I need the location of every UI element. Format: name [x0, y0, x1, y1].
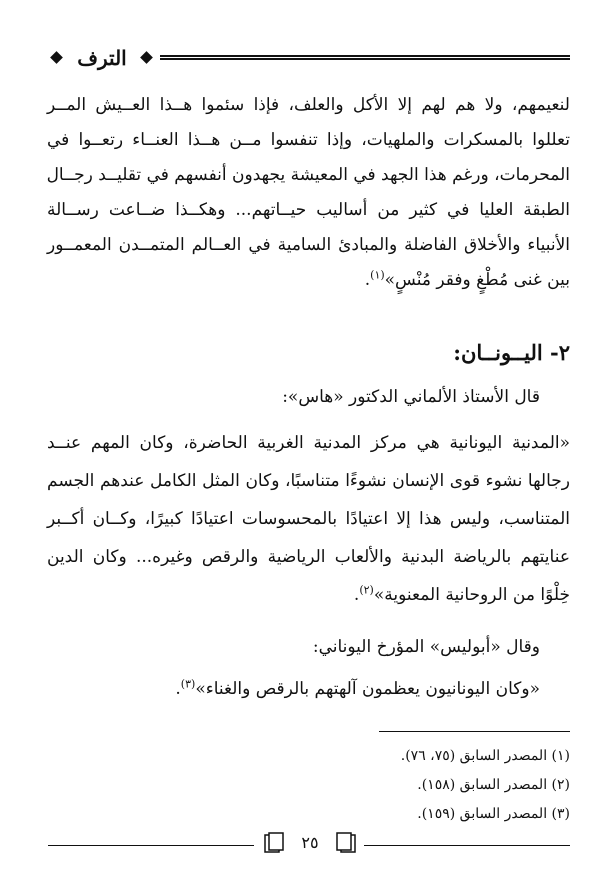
text-line: الطبقة العليا في كثير من أساليب حيــاتهم... وهكــذا ضــاعت رســالة — [47, 200, 570, 220]
text-line: رجالها نشوء قوى الإنسان نشوءًا متناسبًا، وكان المثل الكامل عندهم الجسم — [47, 471, 570, 491]
footnote: (٢) المصدر السابق (١٥٨). — [417, 777, 570, 793]
text-line: لنعيمهم، ولا هم لهم إلا الأكل والعلف، فإذا سئموا هــذا العــيش المــر — [47, 95, 570, 115]
text-line-content: «وكان اليونانيون يعظمون آلهتهم بالرقص والغناء» — [195, 679, 540, 699]
page-number: ٢٥ — [301, 833, 319, 852]
text-line: «وكان اليونانيون يعظمون آلهتهم بالرقص والغناء»$^{(٣)}$. — [175, 677, 540, 699]
book-ornament-icon — [334, 831, 358, 855]
text-line: وقال «أبوليس» المؤرخ اليوناني: — [312, 637, 540, 657]
footnote-marker: (٢) — [359, 583, 374, 597]
footer-rule — [364, 845, 570, 846]
page-header — [48, 44, 570, 72]
text-line: بين غنى مُطْغٍ وفقر مُنْسٍ»$^{(١)}$. — [364, 268, 570, 290]
footnote: (١) المصدر السابق (٧٥، ٧٦). — [400, 748, 570, 764]
section-heading: ٢- اليــونــان: — [453, 340, 570, 365]
text-line-content: خِلْوًا من الروحانية المعنوية» — [373, 585, 570, 605]
text-line-content: بين غنى مُطْغٍ وفقر مُنْسٍ» — [384, 270, 570, 290]
book-ornament-icon — [262, 831, 286, 855]
footer-rule — [48, 845, 254, 846]
footnote-marker: (٣) — [180, 677, 196, 691]
text-line: «المدنية اليونانية هي مركز المدنية الغربية الحاضرة، وكان المهم عنــد — [47, 433, 570, 453]
header-double-rule — [160, 55, 570, 60]
text-line: خِلْوًا من الروحانية المعنوية»$^{(٢)}$. — [353, 583, 570, 605]
text-line: الأنبياء والأخلاق الفاضلة والمبادئ السامية في العــالم المتمــدن المعمــور — [47, 235, 570, 255]
footnote-separator — [379, 731, 570, 732]
text-line: المتناسب، وليس هذا إلا اعتيادًا بالمحسوسات اعتيادًا كبيرًا، وكــان أكــبر — [47, 509, 570, 529]
footnote-marker: (١) — [370, 268, 385, 282]
text-line: عنايتهم بالرياضة البدنية والألعاب الرياضية والرقص وغيره... وكان الدين — [47, 547, 570, 567]
page-footer — [48, 829, 570, 857]
running-title: الترف — [77, 46, 127, 70]
footnote: (٣) المصدر السابق (١٥٩). — [417, 806, 570, 822]
text-line: تعللوا بالمسكرات والملهيات، وإذا تنفسوا مــن هــذا العنــاء رتعــوا في — [47, 130, 570, 150]
text-line: المحرمات، ورغم هذا الجهد في المعيشة يجهدون أنفسهم في تقليــد رجــال — [46, 165, 570, 185]
text-line: قال الأستاذ الألماني الدكتور «هاس»: — [282, 387, 540, 407]
